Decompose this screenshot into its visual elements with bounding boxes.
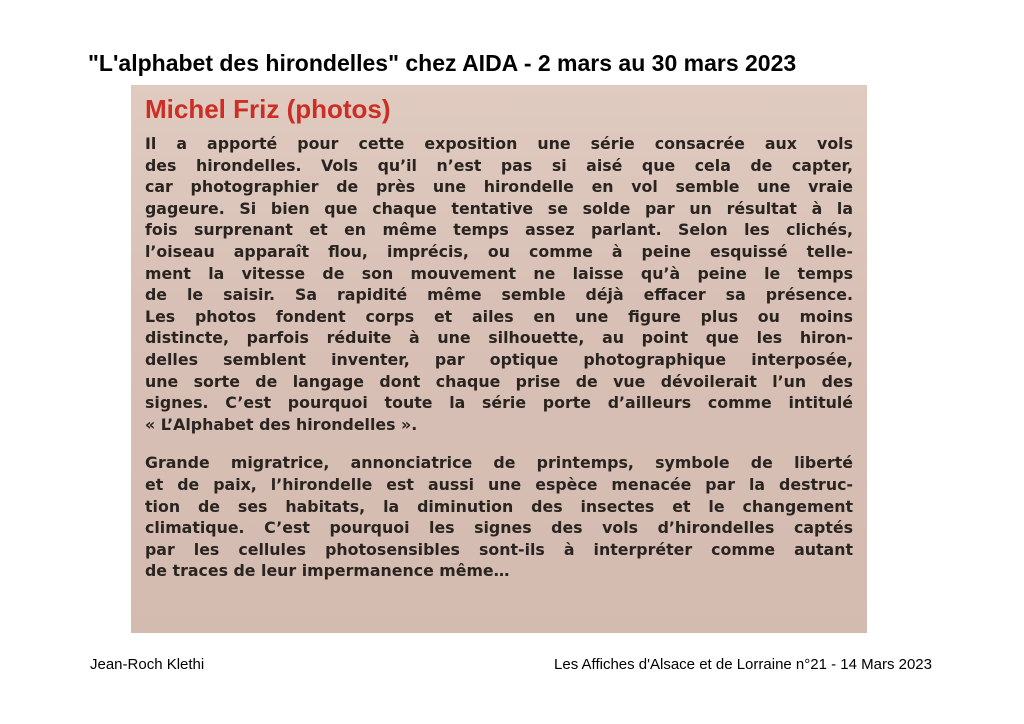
newspaper-clipping [131,85,867,633]
text-line: de le saisir. Sa rapidité même semble déjà effacer sa présence. [145,285,853,305]
text-line: des hirondelles. Vols qu’il n’est pas si aisé que cela de capter, [145,155,853,175]
text-line: delles semblent inventer, par optique photographique interposée, [145,349,853,369]
page-title: "L'alphabet des hirondelles" chez AIDA - 2 mars au 30 mars 2023 [88,50,797,76]
text-line: Grande migratrice, annonciatrice de printemps, symbole de liberté [145,453,853,473]
text-line: fois surprenant et en même temps assez parlant. Selon les clichés, [145,220,853,240]
text-line: climatique. C’est pourquoi les signes des vols d’hirondelles captés [145,518,853,538]
text-line: Les photos fondent corps et ailes en une figure plus ou moins [145,306,853,326]
text-line: gageure. Si bien que chaque tentative se solde par un résultat à la [145,198,853,218]
text-line: distincte, parfois réduite à une silhouette, au point que les hiron- [145,328,853,348]
clipping-paragraph-1 [145,133,853,435]
clipping-heading: Michel Friz (photos) [145,94,391,124]
footer-author: Jean-Roch Klethi [90,656,205,673]
text-line: et de paix, l’hirondelle est aussi une espèce menacée par la destruc- [145,474,853,494]
text-line: par les cellules photosensibles sont-ils à interpréter comme autant [145,539,853,559]
text-line: l’oiseau apparaît flou, imprécis, ou comme à peine esquissé telle- [145,241,853,261]
text-line: « L’Alphabet des hirondelles ». [145,414,418,434]
text-line: Il a apporté pour cette exposition une série consacrée aux vols [145,134,853,153]
paragraph-spacer [145,435,853,452]
text-line: une sorte de langage dont chaque prise de vue dévoilerait l’un des [145,371,853,391]
text-line: ment la vitesse de son mouvement ne laisse qu’à peine le temps [145,263,853,283]
text-line: tion de ses habitats, la diminution des insectes et le changement [145,496,853,516]
text-line: de traces de leur impermanence même… [145,561,510,581]
footer-source: Les Affiches d'Alsace et de Lorraine n°21 - 14 Mars 2023 [554,656,932,673]
text-line: car photographier de près une hirondelle en vol semble une vraie [145,177,853,197]
text-line: signes. C’est pourquoi toute la série porte d’ailleurs comme intitulé [145,393,853,413]
clipping-paragraph-2 [145,452,853,582]
